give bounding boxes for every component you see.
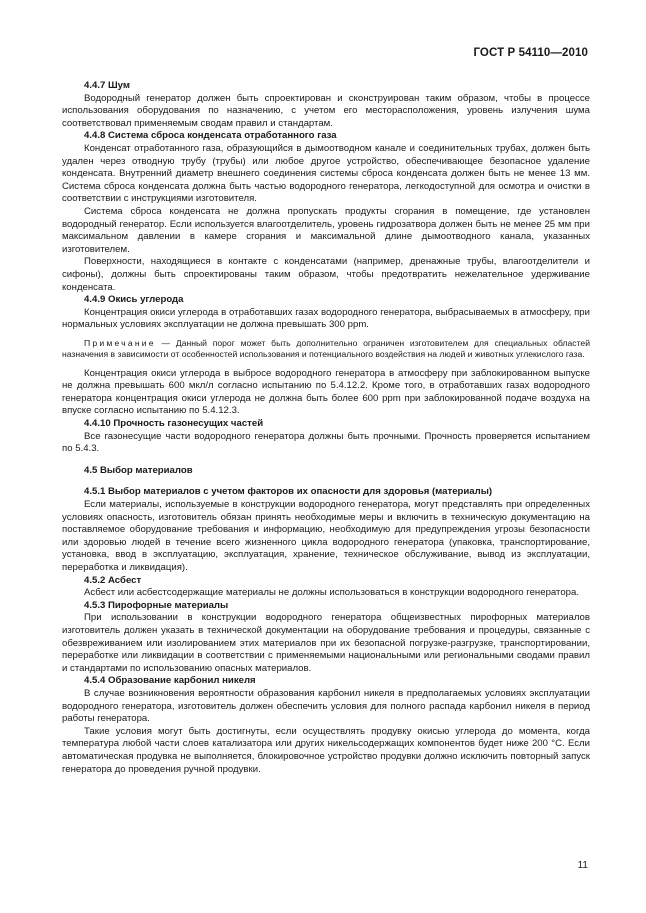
paragraph: В случае возникновения вероятности образования карбонил никеля в предполагаемых условиях эксплуатации водородного генератора, изготовитель должен обеспечить условия для полного распада карбонил никеля в период работы генератора.: [62, 687, 590, 725]
paragraph: Концентрация окиси углерода в выбросе водородного генератора в атмосферу при заблокированном выпуске не должна превышать 600 мкл/л согласно испытанию по 5.4.12.2. Кроме того, в отработавших газах водородного генератора концентрация окиси углерода не должна быть более 600 ppm при заблокированной подаче воздуха на впуске согласно испытанию по 5.4.12.3.: [62, 367, 590, 417]
note: [62, 338, 590, 361]
section-heading-4-5: 4.5 Выбор материалов: [84, 464, 193, 476]
section-heading-4-4-7: 4.4.7 Шум: [84, 80, 130, 91]
section-heading-4-5-4: 4.5.4 Образование карбонил никеля: [84, 675, 256, 687]
paragraph: Такие условия могут быть достигнуты, если осуществлять продувку окисью углерода до момента, когда температура любой части слоев катализатора или других никельсодержащих компонентов будет ниже 200 °С. Если автоматическая продувка не выполняется, блокировочное устройство продувки должно исключить повторный запуск генератора до проведения ручной продувки.: [62, 725, 590, 775]
note-text: — Данный порог может быть дополнительно ограничен изготовителем для специальных областей назначения в зависимости от особенностей использования и потенциального воздействия на людей и животных углекислого газа.: [62, 337, 590, 360]
document-header: ГОСТ Р 54110—2010: [473, 47, 588, 59]
page-number: 11: [577, 860, 588, 871]
document-body: [62, 80, 590, 776]
paragraph: При использовании в конструкции водородного генератора общеизвестных пирофорных материалов изготовитель должен указать в технической документации на оборудование требования и процедуры, связанные с обезвреживанием или изолированием этих материалов при их безопасной погрузке-разгрузке, транспортировании, переработке или ликвидации в соответствии с применяемыми национальными или региональными сводами правил и стандартами по использованию опасных материалов.: [62, 612, 590, 674]
section-heading-4-5-2: 4.5.2 Асбест: [84, 574, 142, 586]
note-label: Примечание: [84, 337, 156, 348]
paragraph: Если материалы, используемые в конструкции водородного генератора, могут представлять при определенных условиях опасность, изготовитель обязан принять необходимые меры и включить в техническую документацию на поставляемое оборудование требования и информацию, необходимую для предупреждения угрозы безопасности или здоровью людей в течение всего жизненного цикла водородного генератора (упаковка, транспортирование, установка, ввод в эксплуатацию, эксплуатация, хранение, техническое обслуживание, вывод из эксплуатации, переработка и ликвидация).: [62, 499, 590, 573]
paragraph: Конденсат отработанного газа, образующийся в дымоотводном канале и соединительных трубах, должен быть удален через отводную трубу (трубы) или любое другое устройство, обеспечивающее безопасное удаление конденсата. Внутренний диаметр внешнего соединения системы сброса конденсата должен быть не менее 13 мм. Система сброса конденсата должна быть частью водородного генератора, легкодоступной для осмотра и очистки в соответствии с инструкциями изготовителя.: [62, 142, 590, 205]
section-heading-4-5-1: 4.5.1 Выбор материалов с учетом факторов их опасности для здоровья (материалы): [84, 486, 493, 498]
section-heading-4-4-8: 4.4.8 Система сброса конденсата отработанного газа: [84, 130, 337, 142]
paragraph: Водородный генератор должен быть спроектирован и сконструирован таким образом, чтобы в процессе использования оборудования по назначению, с учетом его месторасположения, уровень излучения шума соответствовал применяемым сводам правил и стандартам.: [62, 92, 590, 129]
paragraph: Все газонесущие части водородного генератора должны быть прочными. Прочность проверяется испытанием по 5.4.3.: [62, 430, 590, 455]
section-heading-4-4-10: 4.4.10 Прочность газонесущих частей: [84, 418, 264, 430]
section-heading-4-4-9: 4.4.9 Окись углерода: [84, 294, 184, 306]
section-heading-4-5-3: 4.5.3 Пирофорные материалы: [84, 599, 229, 611]
paragraph: Асбест или асбестсодержащие материалы не должны использоваться в конструкции водородного генератора.: [84, 587, 579, 599]
paragraph: Концентрация окиси углерода в отработавших газах водородного генератора, выбрасываемых в атмосферу, при нормальных условиях эксплуатации не должна превышать 300 ppm.: [62, 306, 590, 331]
paragraph: Система сброса конденсата не должна пропускать продукты сгорания в помещение, где установлен водородный генератор. Если используется влагоотделитель, уровень гидрозатвора должен быть не менее 25 мм при максимальном давлении в камере сгорания и максимальной длине дымоотводного канала, указанных изготовителем.: [62, 205, 590, 255]
paragraph: Поверхности, находящиеся в контакте с конденсатами (например, дренажные трубы, влагоотделители и сифоны), должны быть спроектированы таким образом, чтобы предотвратить нежелательное удерживание конденсата.: [62, 256, 590, 293]
